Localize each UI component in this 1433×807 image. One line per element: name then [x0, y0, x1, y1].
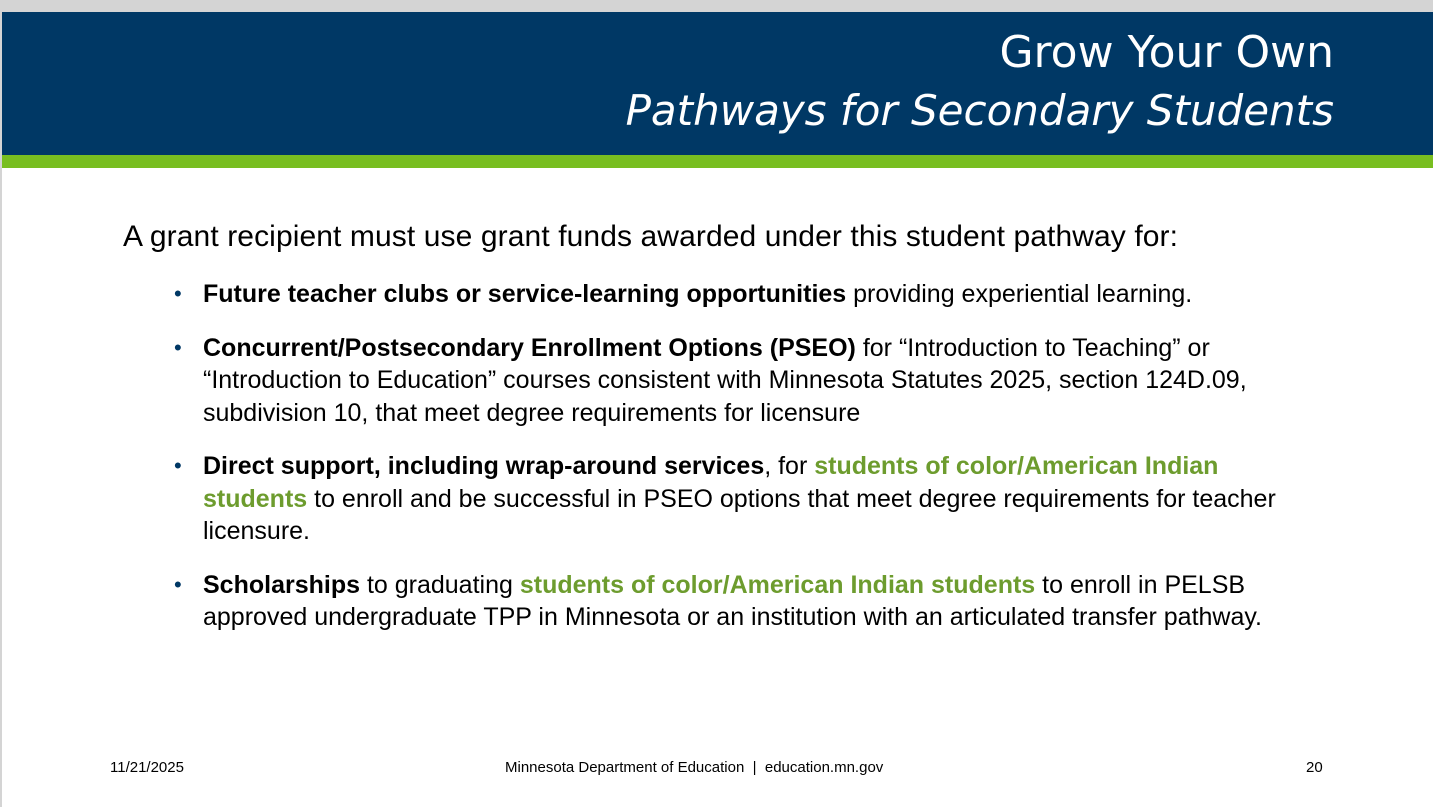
bullet-icon: • [174, 453, 182, 478]
accent-bar [2, 155, 1433, 168]
bullet-highlight-text: students of color/American Indian students [203, 452, 1219, 513]
bullet-text: to graduating [360, 570, 520, 599]
bullet-item-direct-support [174, 450, 1304, 548]
slide-header [2, 12, 1433, 155]
bullet-icon: • [174, 334, 182, 360]
slide [2, 12, 1433, 807]
bullet-text: to enroll and be successful in PSEO options that meet degree requirements for teacher licensure. [203, 484, 1276, 545]
bullet-bold-text: Direct support, including wrap-around services [203, 452, 765, 480]
bullet-item-pseo [174, 332, 1304, 430]
bullet-bold-text: Future teacher clubs or service-learning opportunities [203, 280, 847, 308]
intro-text: A grant recipient must use grant funds awarded under this student pathway for: [123, 220, 1179, 253]
bullet-text: for “Introduction to Teaching” or “Introduction to Education” courses consistent with Minnesota Statutes 2025, section 124D.09, subdivision 10, that meet degree requirements for licensure [203, 333, 1247, 427]
bullet-text: to enroll in PELSB approved undergraduate TPP in Minnesota or an institution with an articulated transfer pathway. [203, 570, 1262, 631]
bullet-icon: • [174, 571, 182, 597]
footer-organization: Minnesota Department of Education | education.mn.gov [505, 759, 884, 776]
bullet-bold-text: Concurrent/Postsecondary Enrollment Options (PSEO) [203, 333, 856, 362]
title-line-2: Pathways for Secondary Students [625, 86, 1334, 135]
footer-date: 11/21/2025 [110, 759, 184, 776]
bullet-list [174, 278, 1304, 655]
bullet-text: , for [764, 452, 815, 480]
bullet-highlight-text: students of color/American Indian students [519, 570, 1036, 599]
bullet-text: providing experiential learning. [846, 280, 1193, 308]
bullet-bold-text: Scholarships [203, 570, 360, 599]
title-line-1: Grow Your Own [999, 27, 1334, 78]
bullet-item-clubs [174, 278, 1304, 311]
slide-title [626, 24, 1334, 140]
footer-page-number: 20 [1306, 759, 1323, 776]
bullet-icon: • [174, 281, 182, 306]
bullet-item-scholarships [174, 569, 1304, 634]
